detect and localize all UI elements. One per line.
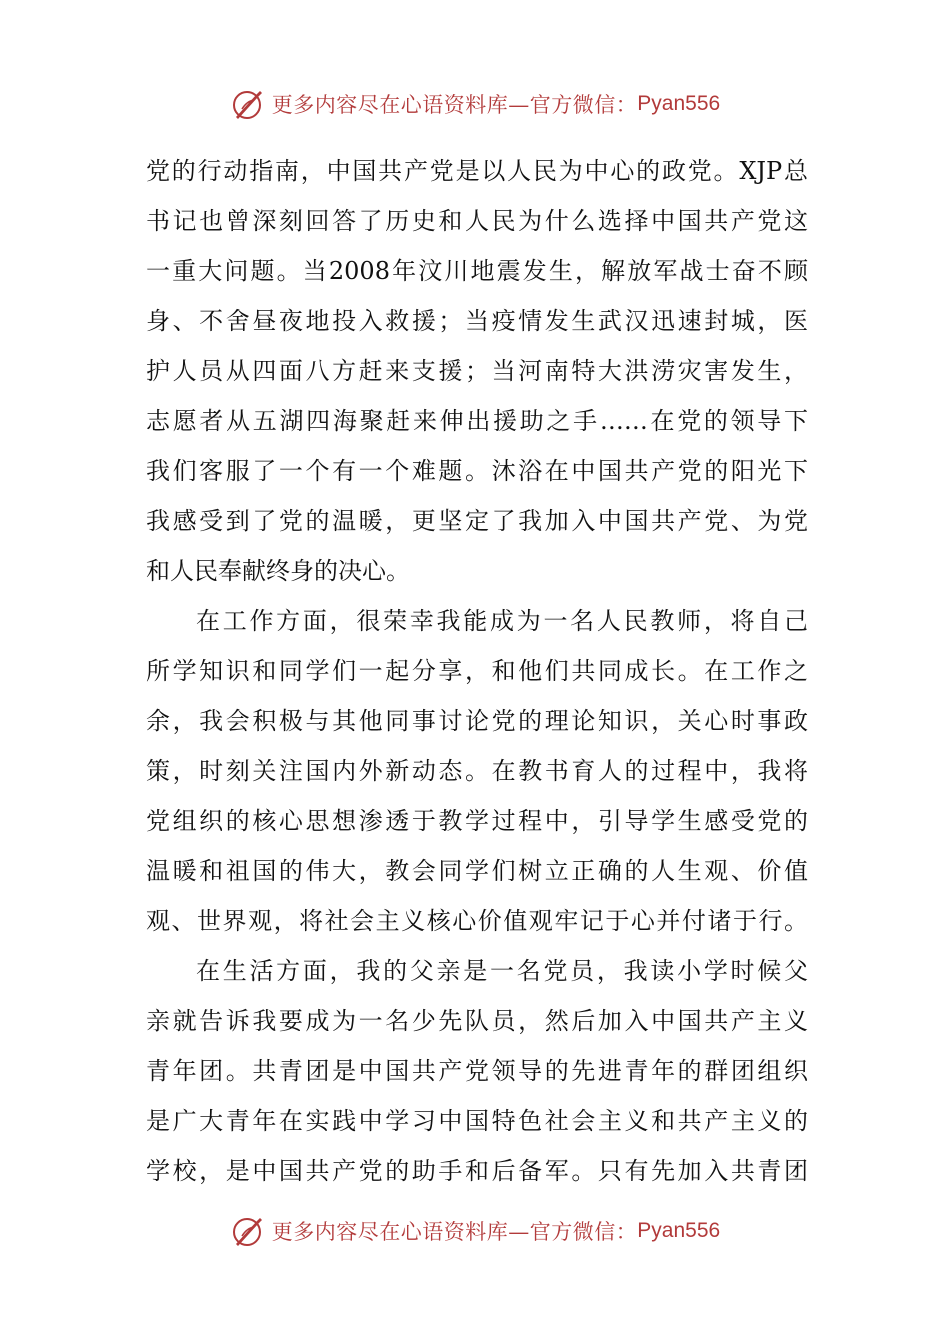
pen-nib-logo-icon xyxy=(230,87,266,121)
text-line: 学校，是中国共产党的助手和后备军。只有先加入共青团 xyxy=(146,1157,808,1185)
text-line: 所学知识和同学们一起分享，和他们共同成长。在工作之 xyxy=(146,657,808,685)
text-line: 书记也曾深刻回答了历史和人民为什么选择中国共产党这 xyxy=(146,207,808,235)
text-line: 和人民奉献终身的决心。 xyxy=(146,557,410,585)
text-line: 我感受到了党的温暖，更坚定了我加入中国共产党、为党 xyxy=(146,507,808,535)
footer-watermark xyxy=(0,1211,950,1251)
text-line: 身、不舍昼夜地投入救援；当疫情发生武汉迅速封城，医 xyxy=(146,307,808,335)
text-line: 青年团。共青团是中国共产党领导的先进青年的群团组织 xyxy=(146,1057,808,1085)
text-line: 策，时刻关注国内外新动态。在教书育人的过程中，我将 xyxy=(146,757,808,785)
text-line: 一重大问题。当2008年汶川地震发生，解放军战士奋不顾 xyxy=(146,257,808,285)
header-watermark xyxy=(0,84,950,124)
text-line: 余，我会积极与其他同事讨论党的理论知识，关心时事政 xyxy=(146,707,808,735)
paragraph-start-line: 在生活方面，我的父亲是一名党员，我读小学时候父 xyxy=(196,957,808,985)
text-line: 是广大青年在实践中学习中国特色社会主义和共产主义的 xyxy=(146,1107,808,1135)
text-line: 党组织的核心思想渗透于教学过程中，引导学生感受党的 xyxy=(146,807,808,835)
pen-nib-logo-icon xyxy=(230,1214,266,1248)
text-line: 护人员从四面八方赶来支援；当河南特大洪涝灾害发生， xyxy=(146,357,808,385)
text-line: 亲就告诉我要成为一名少先队员，然后加入中国共产主义 xyxy=(146,1007,808,1035)
text-line: 党的行动指南，中国共产党是以人民为中心的政党。XJP总 xyxy=(146,157,808,185)
text-line: 志愿者从五湖四海聚赶来伸出援助之手……在党的领导下 xyxy=(146,407,808,435)
document-body xyxy=(146,146,808,1196)
text-line: 我们客服了一个有一个难题。沐浴在中国共产党的阳光下 xyxy=(146,457,808,485)
text-line: 观、世界观，将社会主义核心价值观牢记于心并付诸于行。 xyxy=(146,907,808,935)
header-wechat-id: Pyan556 xyxy=(637,92,721,115)
paragraph-start-line: 在工作方面，很荣幸我能成为一名人民教师，将自己 xyxy=(196,607,808,635)
text-line: 温暖和祖国的伟大，教会同学们树立正确的人生观、价值 xyxy=(146,857,808,885)
footer-wechat-id: Pyan556 xyxy=(637,1219,721,1242)
footer-watermark-text: 更多内容尽在心语资料库—官方微信： xyxy=(271,1220,638,1244)
header-watermark-text: 更多内容尽在心语资料库—官方微信： xyxy=(271,93,638,117)
